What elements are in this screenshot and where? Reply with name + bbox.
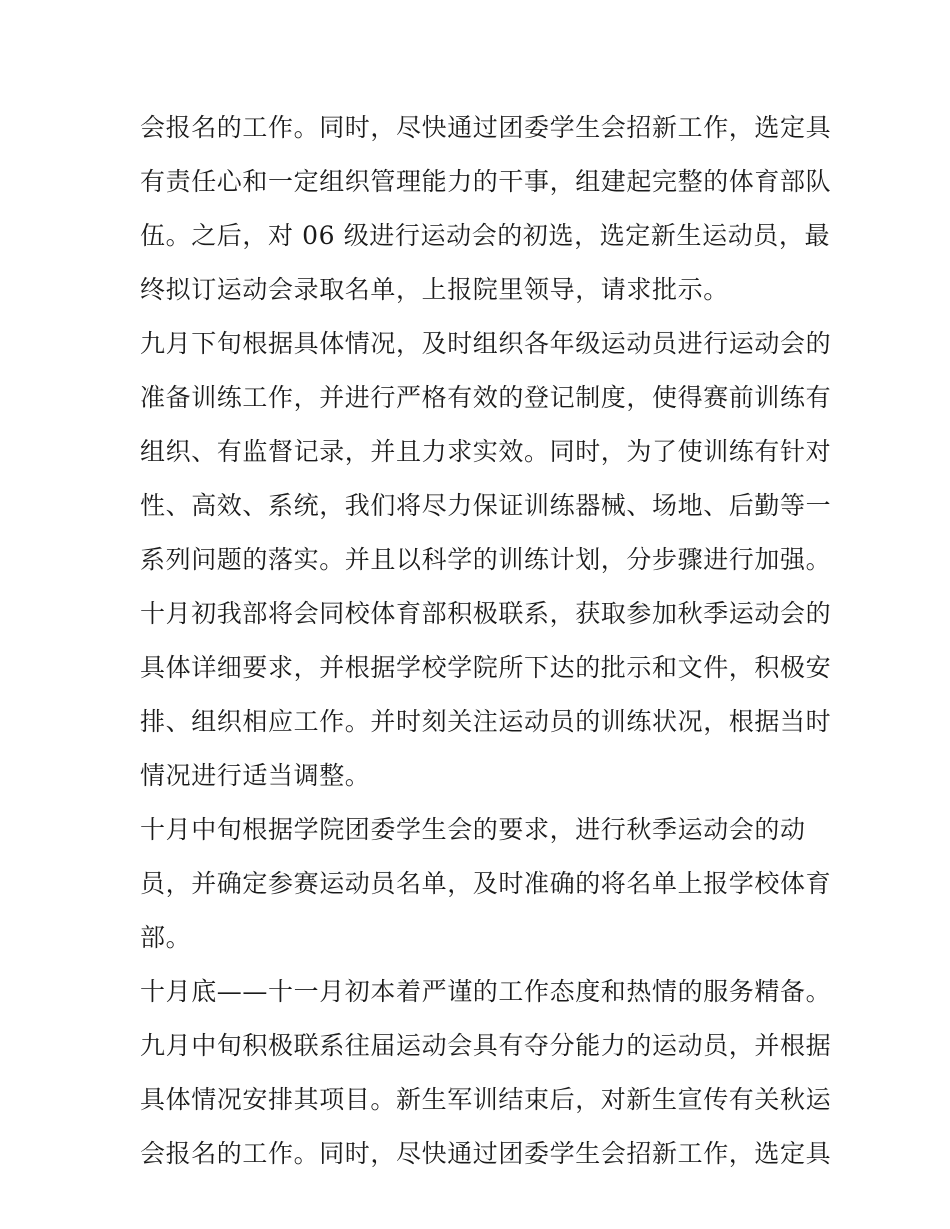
text-line: 十月初我部将会同校体育部积极联系，获取参加秋季运动会的 (140, 599, 832, 628)
text-line: 具体情况安排其项目。新生军训结束后，对新生宣传有关秋运 (140, 1085, 832, 1114)
text-line: 九月中旬积极联系往届运动会具有夺分能力的运动员，并根据 (140, 1031, 832, 1060)
text-line: 十月底——十一月初本着严谨的工作态度和热情的服务精备。 (140, 977, 832, 1006)
text-line: 会报名的工作。同时，尽快通过团委学生会招新工作，选定具 (140, 1139, 832, 1168)
text-line: 部。 (140, 923, 192, 952)
text-line: 情况进行适当调整。 (140, 761, 371, 790)
text-line: 有责任心和一定组织管理能力的干事，组建起完整的体育部队 (140, 167, 832, 196)
text-line: 十月中旬根据学院团委学生会的要求，进行秋季运动会的动 (140, 815, 806, 844)
text-line: 伍。之后，对 06 级进行运动会的初选，选定新生运动员，最 (140, 221, 831, 250)
text-line: 性、高效、系统，我们将尽力保证训练器械、场地、后勤等一 (140, 491, 832, 520)
text-line: 准备训练工作，并进行严格有效的登记制度，使得赛前训练有 (140, 383, 832, 412)
text-line: 终拟订运动会录取名单，上报院里领导，请求批示。 (140, 275, 729, 304)
text-line: 排、组织相应工作。并时刻关注运动员的训练状况，根据当时 (140, 707, 832, 736)
text-line: 员，并确定参赛运动员名单，及时准确的将名单上报学校体育 (140, 869, 832, 898)
text-line: 具体详细要求，并根据学校学院所下达的批示和文件，积极安 (140, 653, 832, 682)
text-line: 系列问题的落实。并且以科学的训练计划，分步骤进行加强。 (140, 545, 832, 574)
text-line: 会报名的工作。同时，尽快通过团委学生会招新工作，选定具 (140, 113, 832, 142)
text-line: 组织、有监督记录，并且力求实效。同时，为了使训练有针对 (140, 437, 832, 466)
body-text (140, 101, 832, 1181)
text-line: 九月下旬根据具体情况，及时组织各年级运动员进行运动会的 (140, 329, 832, 358)
